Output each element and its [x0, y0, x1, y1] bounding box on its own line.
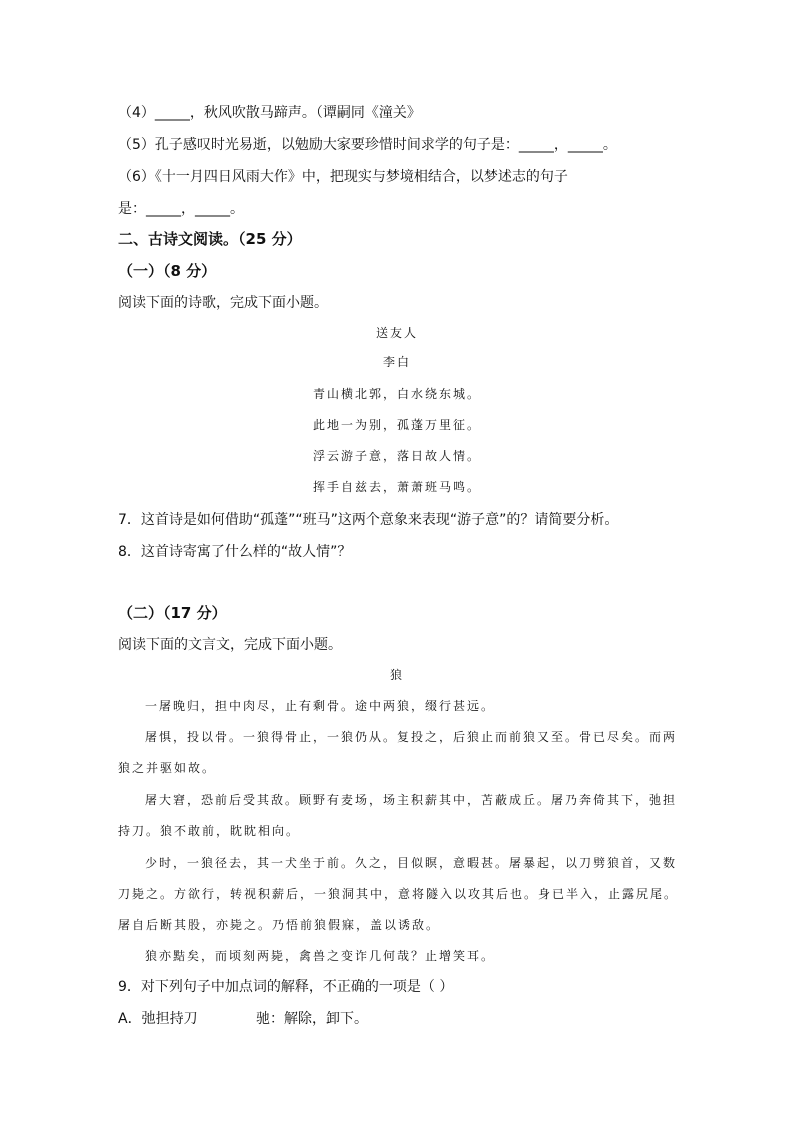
question-4: （4）_____，秋风吹散马蹄声。（谭嗣同《潼关》 [118, 105, 421, 121]
prose-line: 狼之并驱如故。 [118, 761, 217, 775]
prose-line: 持刀。狼不敢前，眈眈相向。 [118, 824, 301, 838]
prose-line: 屠大窘，恐前后受其敌。顾野有麦场，场主积薪其中，苫蔽成丘。屠乃奔倚其下，弛担 [145, 793, 678, 807]
question-6-line2: 是：_____，_____。 [118, 201, 244, 217]
prose-line: 刀毙之。方欲行，转视积薪后，一狼洞其中，意将隧入以攻其后也。身已半入，止露尻尾。 [118, 887, 679, 901]
prose-line: 屠自后断其股，亦毙之。乃悟前狼假寐，盖以诱敌。 [118, 918, 441, 932]
poem-line: 挥手自兹去，萧萧班马鸣。 [312, 480, 481, 494]
part1-instruction: 阅读下面的诗歌，完成下面小题。 [118, 295, 328, 311]
poem-line: 青山横北郭，白水绕东城。 [312, 387, 481, 401]
option-a-explain: 驰：解除，卸下。 [256, 1011, 368, 1027]
question-9-option-a [118, 1010, 368, 1028]
poem-line: 此地一为别，孤蓬万里征。 [312, 418, 481, 432]
part1-title: （一）（8 分） [118, 262, 217, 280]
question-7: 7．这首诗是如何借助“孤蓬”“班马”这两个意象来表现“游子意”的？请简要分析。 [118, 512, 619, 528]
part2-title: （二）（17 分） [118, 604, 227, 622]
prose-line: 屠惧，投以骨。一狼得骨止，一狼仍从。复投之，后狼止而前狼又至。骨已尽矣。而两 [145, 730, 678, 744]
question-9: 9．对下列句子中加点词的解释，不正确的一项是（ ） [118, 979, 454, 995]
question-5: （5）孔子感叹时光易逝，以勉励大家要珍惜时间求学的句子是：_____，_____。 [118, 137, 617, 153]
prose-line: 狼亦黠矣，而顷刻两毙，禽兽之变诈几何哉？止增笑耳。 [145, 949, 496, 963]
prose-line: 少时，一狼径去，其一犬坐于前。久之，目似瞑，意暇甚。屠暴起，以刀劈狼首，又数 [145, 856, 678, 870]
part2-instruction: 阅读下面的文言文，完成下面小题。 [118, 637, 342, 653]
section-title: 二、古诗文阅读。（25 分） [118, 230, 302, 248]
poem-title: 送友人 [375, 326, 418, 340]
poem-author: 李白 [382, 355, 411, 369]
poem-line: 浮云游子意，落日故人情。 [312, 449, 481, 463]
option-a-text: A．弛担持刀 [118, 1011, 198, 1027]
prose-line: 一屠晚归，担中肉尽，止有剩骨。途中两狼，缀行甚远。 [145, 699, 496, 713]
question-8: 8．这首诗寄寓了什么样的“故人情”？ [118, 544, 352, 560]
prose-title: 狼 [389, 668, 404, 682]
question-6-line1: （6）《十一月四日风雨大作》中，把现实与梦境相结合，以梦述志的句子 [118, 169, 568, 185]
